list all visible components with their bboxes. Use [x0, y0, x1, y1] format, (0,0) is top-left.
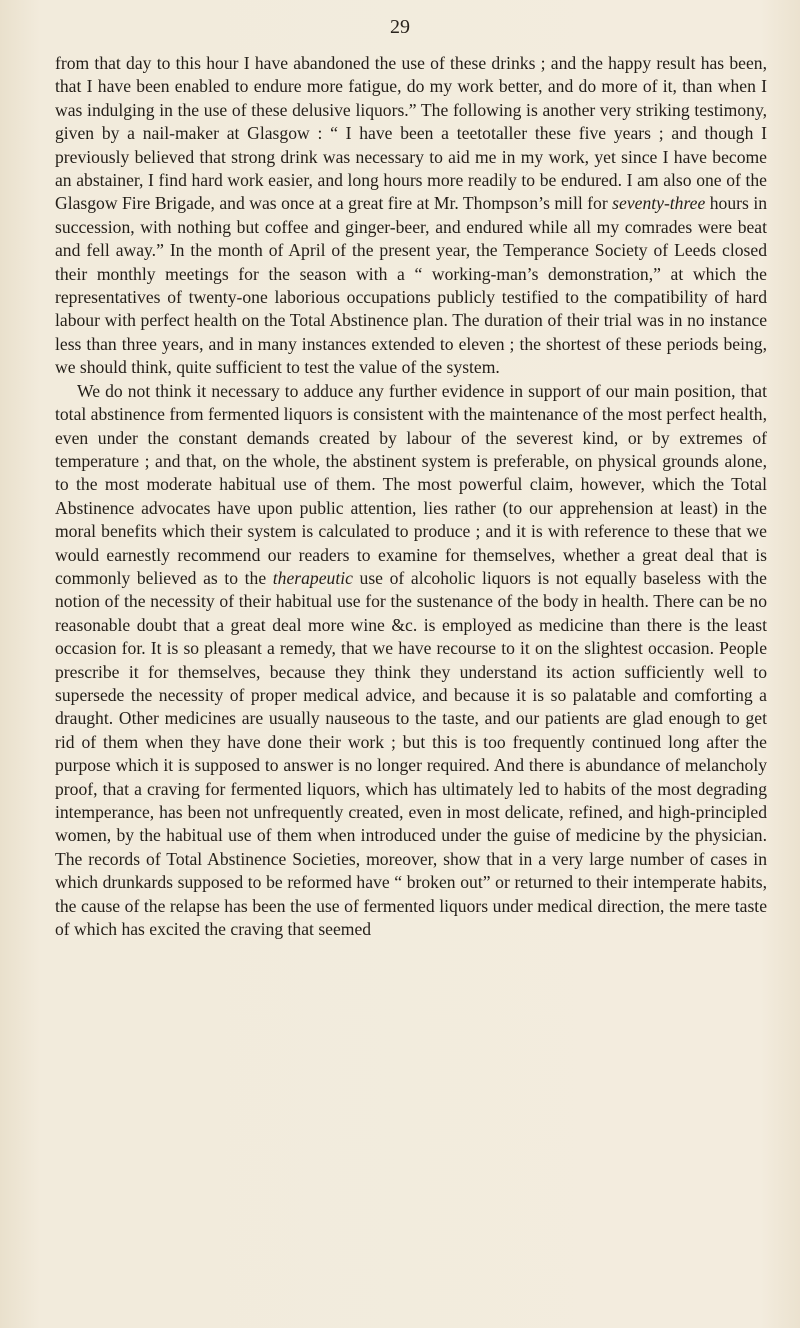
- body-text: [55, 52, 767, 941]
- paragraph-2-text: We do not think it necessary to adduce any further evidence in support of our main position, that total abstinence from fermented liquors is consistent with the maintenance of the most perfect health, even under the constant demands created by labour of the severest kind, or by extremes of temperature ; and that, on the whole, the abstinent system is preferable, on physical grounds alone, to the most moderate habitual use of them. The most powerful claim, however, which the Total Abstinence advocates have upon public attention, lies rather (to our apprehension at least) in the moral benefits which their system is calculated to produce ; and it is with reference to these that we would earnestly recommend our readers to examine for themselves, whether a great deal that is commonly believed as to the: [55, 380, 767, 588]
- paragraph-1-rest: hours in succession, with nothing but coffee and ginger-beer, and endured while all my comrades were beat and fell away.” In the month of April of the present year, the Temperance Society of Leeds closed their monthly meetings for the season with a “ working-man’s demonstration,” at which the representatives of twenty-one laborious occupations publicly testified to the compatibility of hard labour with perfect health on the Total Abstinence plan. The duration of their trial was in no instance less than three years, and in many instances extended to eleven ; the shortest of these periods being, we should think, quite sufficient to test the value of the system.: [55, 193, 768, 378]
- paragraph-2-rest: use of alcoholic liquors is not equally baseless with the notion of the necessity of their habitual use for the sustenance of the body in health. There can be no reasonable doubt that a great deal more wine &c. is employed as medicine than there is the least occasion for. It is so pleasant a remedy, that we have recourse to it on the slightest occasion. People prescribe it for themselves, because they think they understand its action sufficiently well to supersede the necessity of proper medical advice, and because it is so palatable and comforting a draught. Other medicines are usually nauseous to the taste, and our patients are glad enough to get rid of them when they have done their work ; but this is too frequently continued long after the purpose which it is supposed to answer is no longer required. And there is abundance of melancholy proof, that a craving for fermented liquors, which has ultimately led to habits of the most degrading intemperance, has been not unfrequently created, even in most delicate, refined, and high-principled women, by the habitual use of them when introduced under the guise of medicine by the physician. The records of Total Abstinence Societies, moreover, show that in a very large number of cases in which drunkards supposed to be reformed have “ broken out” or returned to their intemperate habits, the cause of the relapse has been the use of fermented liquors under medical direction, the mere taste of which has excited the craving that seemed: [55, 567, 767, 940]
- page-number: 29: [390, 16, 410, 38]
- paragraph-1-text: from that day to this hour I have abandoned the use of these drinks ; and the happy result has been, that I have been enabled to endure more fatigue, do my work better, and do more of it, than when I was indulging in the use of these delusive liquors.” The following is another very striking testimony, given by a nail-maker at Glasgow : “ I have been a teetotaller these five years ; and though I previously believed that strong drink was necessary to aid me in my work, yet since I have become an abstainer, I find hard work easier, and long hours more readily to be endured. I am also one of the Glasgow Fire Brigade, and was once at a great fire at Mr. Thompson’s mill for: [55, 53, 767, 214]
- paragraph-2: [55, 380, 767, 942]
- paragraph-1-emphasis: seventy-three: [612, 193, 706, 214]
- paragraph-1: [55, 52, 767, 380]
- paragraph-2-emphasis: therapeutic: [272, 567, 353, 588]
